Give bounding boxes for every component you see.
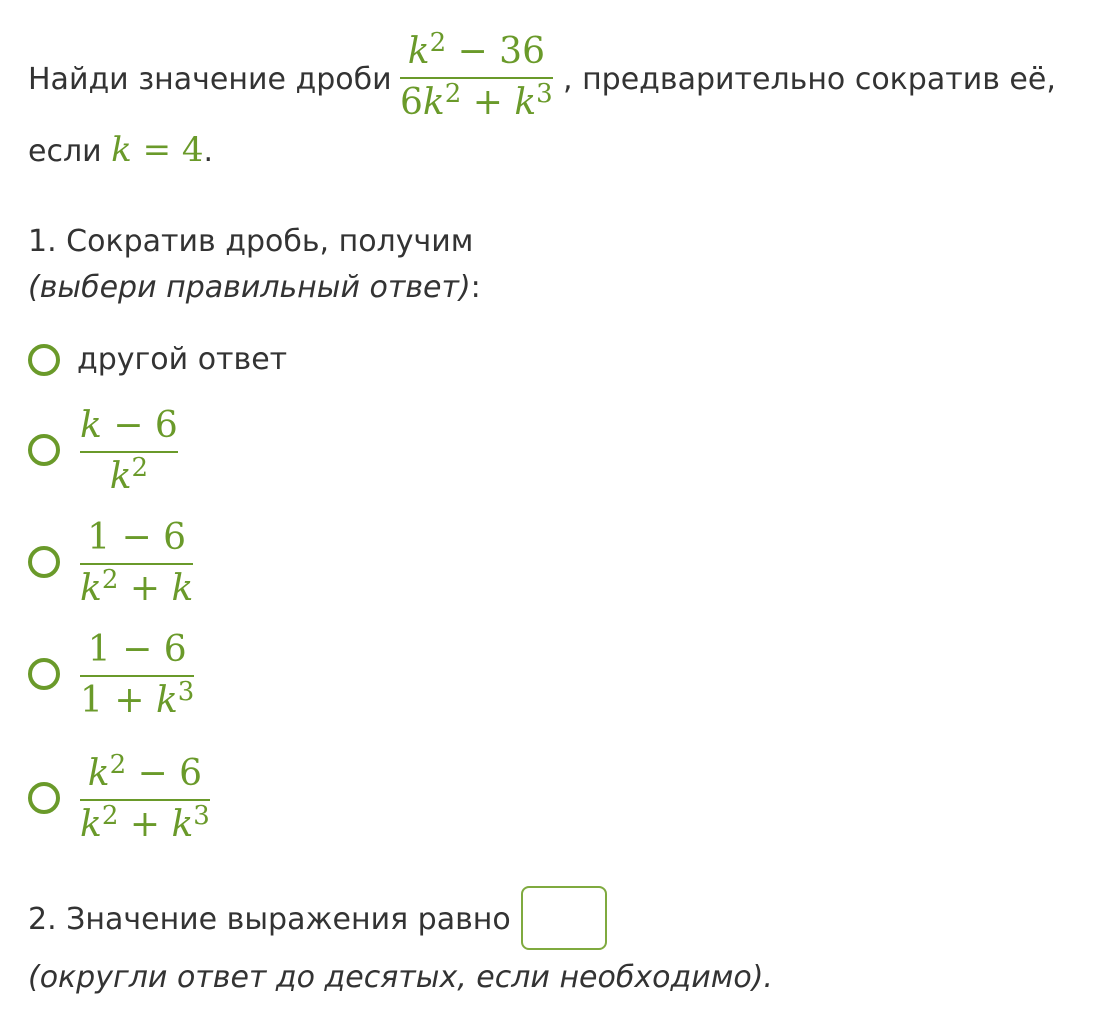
question2-title: 2. Значение выражения равно [28, 902, 511, 937]
option-1-label[interactable]: другой ответ [77, 342, 288, 377]
radio-button-option-3[interactable] [28, 546, 60, 578]
option-3-denominator: $k^2 + k$ [80, 565, 194, 609]
option-5-fraction[interactable] [80, 752, 210, 847]
fraction-bar [80, 799, 210, 801]
task-prefix: Найди значение дроби [28, 62, 392, 97]
radio-button-option-5[interactable] [28, 782, 60, 814]
radio-button-option-1[interactable] [28, 344, 60, 376]
condition-variable: k [111, 130, 132, 170]
option-5-numerator: $k^2 - 6$ [87, 750, 203, 794]
fraction-bar [80, 451, 178, 453]
condition-prefix: если [28, 134, 102, 169]
condition-value: = 4 [131, 130, 204, 170]
option-4-denominator: $1 + k^3$ [80, 677, 195, 721]
main-fraction-numerator: $k^2 - 36$ [407, 28, 545, 72]
fraction-bar [80, 563, 193, 565]
question1-hint-line [28, 268, 481, 308]
question1-hint: (выбери правильный ответ) [28, 270, 471, 305]
main-fraction [400, 30, 553, 125]
main-fraction-denominator: $6k^2 + k^3$ [400, 79, 553, 123]
option-3-fraction[interactable] [80, 516, 193, 611]
task-condition [28, 130, 213, 172]
question1-title: 1. Сократив дробь, получим [28, 224, 474, 259]
option-4-fraction[interactable] [80, 628, 194, 723]
option-2-denominator: $k^2$ [109, 453, 149, 497]
answer-input[interactable] [521, 886, 607, 950]
option-5-denominator: $k^2 + k^3$ [80, 801, 210, 845]
radio-button-option-2[interactable] [28, 434, 60, 466]
option-4-numerator: 1 − 6 [87, 629, 187, 670]
task-suffix: , предварительно сократив её, [563, 62, 1056, 97]
option-3-numerator: 1 − 6 [87, 517, 187, 558]
radio-button-option-4[interactable] [28, 658, 60, 690]
question2-hint: (округли ответ до десятых, если необходимо). [28, 960, 773, 995]
option-2-numerator: k − 6 [80, 405, 178, 446]
condition-end: . [203, 134, 214, 169]
option-2-fraction[interactable] [80, 404, 178, 499]
fraction-bar [400, 77, 553, 79]
question1-hint-colon: : [470, 270, 481, 305]
